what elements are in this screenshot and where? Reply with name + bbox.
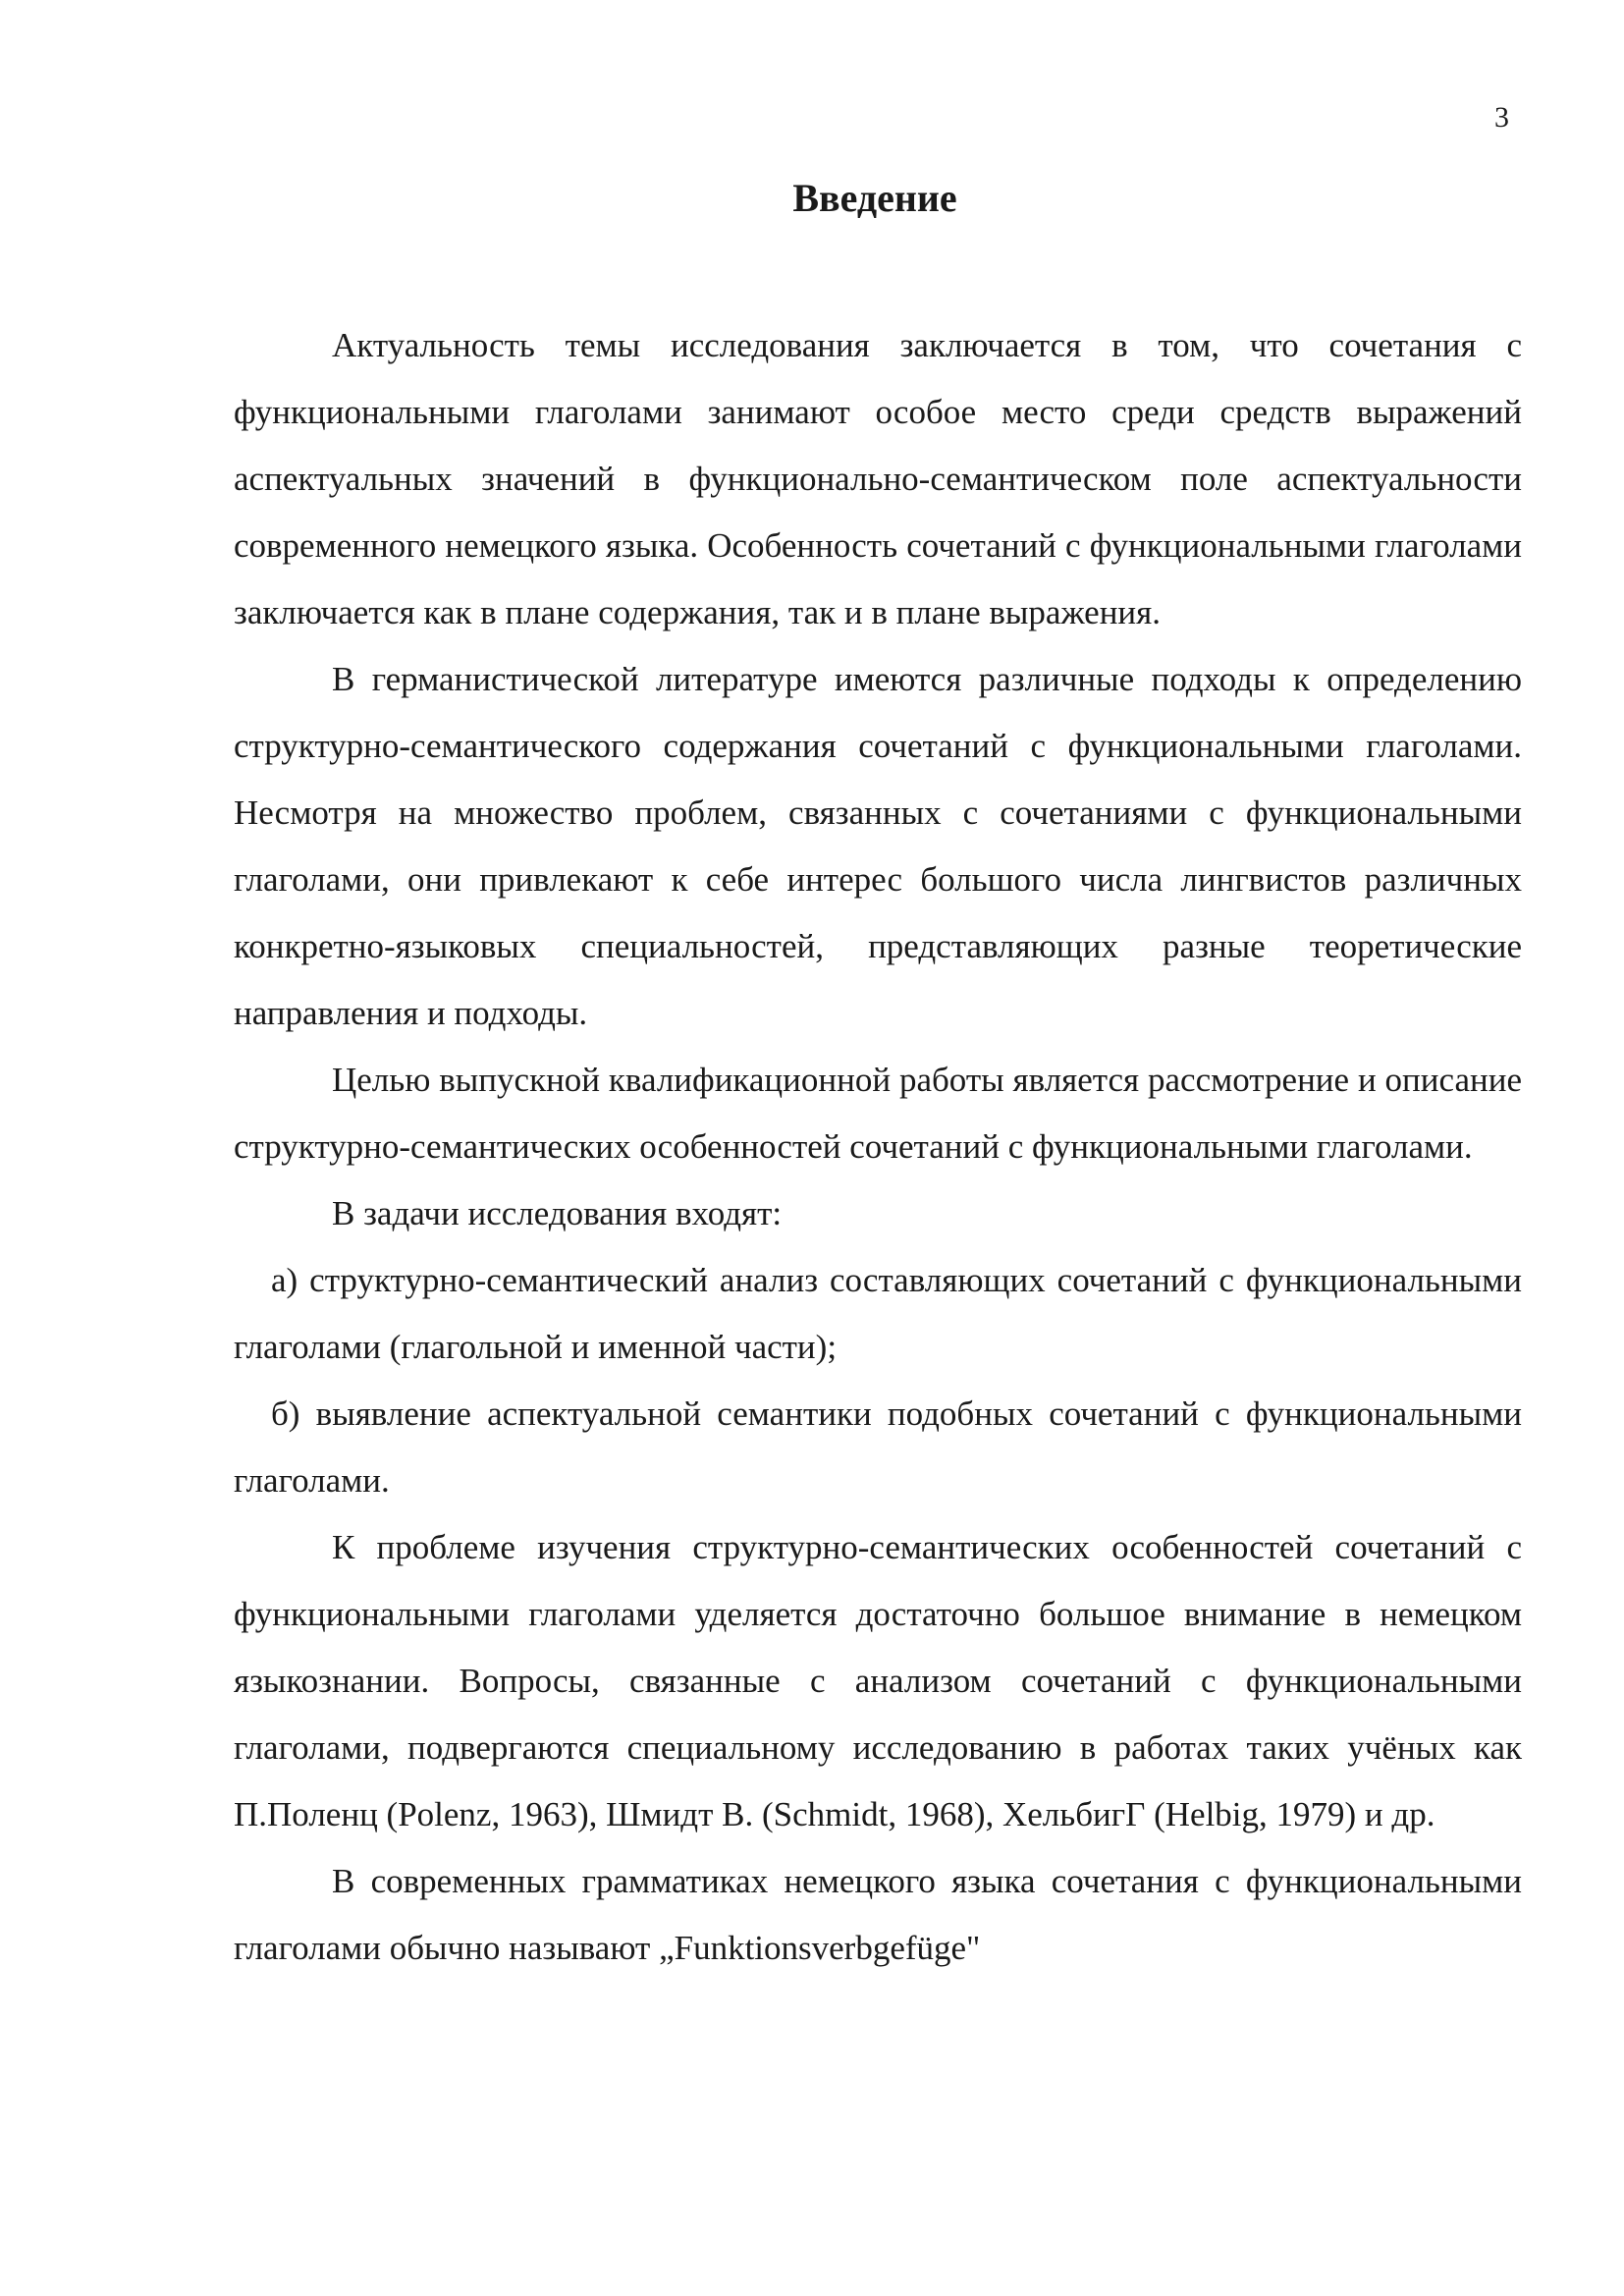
page-number: 3 — [1494, 101, 1509, 134]
document-body — [234, 312, 1522, 1982]
page-title: Введение — [792, 176, 957, 220]
paragraph-grammars: В современных грамматиках немецкого языка сочетания с функциональными глаголами обычно называют „Funktionsverbgefüge" — [234, 1862, 1522, 1967]
task-list-item-b: б) выявление аспектуальной семантики подобных сочетаний с функциональными глаголами. — [234, 1394, 1522, 1500]
paragraph-approaches: В германистической литературе имеются различные подходы к определению структурно-семантического содержания сочетаний с функциональными глаголами. Несмотря на множество проблем, связанных с сочетаниями с функциональными глаголами, они привлекают к себе интерес большого числа лингвистов различных конкретно-языковых специальностей, представляющих разные теоретические направления и подходы. — [234, 660, 1522, 1032]
paragraph-goal: Целью выпускной квалификационной работы является рассмотрение и описание структурно-семантических особенностей сочетаний с функциональными глаголами. — [234, 1061, 1522, 1166]
task-list-item-a: а) структурно-семантический анализ составляющих сочетаний с функциональными глаголами (глагольной и именной части); — [234, 1261, 1522, 1366]
paragraph-tasks-intro: В задачи исследования входят: — [332, 1194, 783, 1232]
paragraph-relevance: Актуальность темы исследования заключается в том, что сочетания с функциональными глаголами занимают особое место среди средств выражений аспектуальных значений в функционально-семантическом поле аспектуальности современного немецкого языка. Особенность сочетаний с функциональными глаголами заключается как в плане содержания, так и в плане выражения. — [234, 326, 1522, 631]
paragraph-research-overview: К проблеме изучения структурно-семантических особенностей сочетаний с функциональными глаголами уделяется достаточно большое внимание в немецком языкознании. Вопросы, связанные с анализом сочетаний с функциональными глаголами, подвергаются специальному исследованию в работах таких учёных как П.Поленц (Polenz, 1963), Шмидт В. (Schmidt, 1968), ХельбигГ (Helbig, 1979) и др. — [234, 1528, 1522, 1833]
